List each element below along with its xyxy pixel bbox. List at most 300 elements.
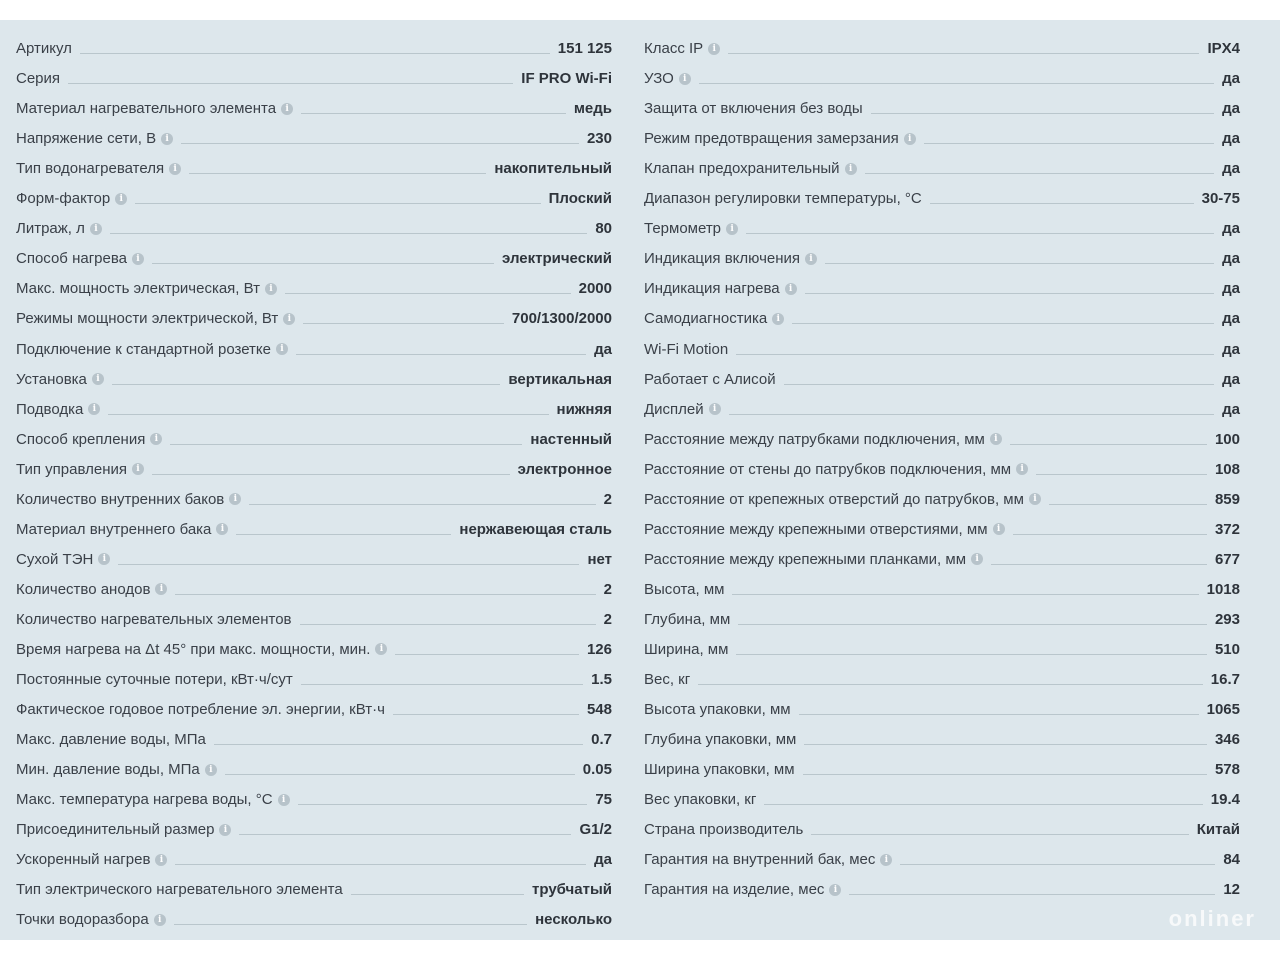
dotted-leader — [395, 654, 579, 655]
spec-value: настенный — [530, 430, 612, 448]
spec-value: 677 — [1214, 550, 1240, 568]
spec-row — [644, 147, 1240, 177]
dotted-leader — [152, 263, 494, 264]
spec-label — [16, 641, 387, 658]
spec-value: 0.05 — [582, 761, 612, 779]
spec-label-text: Подключение к стандартной розетке — [16, 340, 271, 358]
spec-label-text: Время нагрева на Δt 45° при макс. мощности, мин. — [16, 640, 371, 658]
spec-value: 372 — [1214, 520, 1240, 538]
spec-label — [16, 310, 295, 327]
info-icon[interactable]: i — [216, 523, 228, 535]
spec-label-text: Ширина упаковки, мм — [644, 761, 795, 779]
dotted-leader — [736, 654, 1207, 655]
spec-row — [644, 748, 1240, 778]
info-icon[interactable]: i — [785, 283, 797, 295]
dotted-leader — [393, 714, 579, 715]
info-icon[interactable]: i — [904, 133, 916, 145]
spec-label-text: Фактическое годовое потребление эл. энергии, кВт·ч — [16, 701, 385, 719]
dotted-leader — [1013, 534, 1207, 535]
dotted-leader — [764, 804, 1202, 805]
spec-label — [644, 581, 724, 598]
spec-label-text: Постоянные суточные потери, кВт·ч/сут — [16, 671, 293, 689]
spec-value: 19.4 — [1210, 791, 1240, 809]
spec-value: 230 — [586, 130, 612, 148]
info-icon[interactable]: i — [98, 553, 110, 565]
spec-value: нижняя — [556, 400, 612, 418]
spec-label-text: Серия — [16, 70, 61, 88]
spec-label-text: Литраж, л — [16, 220, 85, 238]
spec-value: Китай — [1196, 821, 1240, 839]
spec-value: 346 — [1214, 731, 1240, 749]
dotted-leader — [699, 83, 1214, 84]
dotted-leader — [825, 263, 1214, 264]
info-icon[interactable]: i — [772, 313, 784, 325]
spec-value: IF PRO Wi-Fi — [521, 70, 612, 88]
info-icon[interactable]: i — [155, 854, 167, 866]
spec-label-text: Тип электрического нагревательного элемента — [16, 881, 343, 899]
spec-row — [644, 267, 1240, 297]
spec-value: 0.7 — [591, 731, 612, 749]
spec-label-text: Установка — [16, 370, 87, 388]
spec-label-text: Артикул — [16, 40, 72, 58]
dotted-leader — [80, 53, 550, 54]
spec-row — [644, 808, 1240, 838]
spec-label — [644, 371, 776, 388]
spec-row — [16, 388, 612, 418]
dotted-leader — [991, 564, 1207, 565]
spec-value: да — [1222, 70, 1240, 88]
spec-label-text: Индикация нагрева — [644, 280, 780, 298]
dotted-leader — [108, 414, 548, 415]
spec-label-text: Расстояние между крепежными планками, мм — [644, 550, 967, 568]
spec-value: да — [594, 340, 612, 358]
spec-label-text: Вес, кг — [644, 671, 691, 689]
dotted-leader — [285, 293, 571, 294]
info-icon[interactable]: i — [229, 493, 241, 505]
spec-label-text: Мин. давление воды, МПа — [16, 761, 200, 779]
spec-row — [16, 448, 612, 478]
spec-row — [16, 418, 612, 448]
spec-value: 548 — [586, 701, 612, 719]
spec-row — [16, 838, 612, 868]
spec-row — [16, 778, 612, 808]
info-icon[interactable]: i — [132, 253, 144, 265]
info-icon[interactable]: i — [845, 163, 857, 175]
dotted-leader — [135, 203, 540, 204]
spec-value: 578 — [1214, 761, 1240, 779]
dotted-leader — [174, 924, 527, 925]
spec-row — [16, 147, 612, 177]
spec-label-text: Количество нагревательных элементов — [16, 610, 292, 628]
dotted-leader — [181, 143, 579, 144]
spec-label-text: Wi-Fi Motion — [644, 340, 729, 358]
spec-row — [16, 57, 612, 87]
spec-label-text: Напряжение сети, В — [16, 130, 157, 148]
spec-value: 2 — [603, 610, 612, 628]
spec-label — [644, 160, 857, 177]
spec-value: да — [1222, 250, 1240, 268]
spec-label — [644, 821, 803, 838]
info-icon[interactable]: i — [205, 764, 217, 776]
spec-label — [644, 671, 690, 688]
spec-label — [16, 611, 292, 628]
spec-label — [644, 731, 796, 748]
info-icon[interactable]: i — [278, 794, 290, 806]
spec-row — [644, 538, 1240, 568]
spec-row — [16, 358, 612, 388]
info-icon[interactable]: i — [283, 313, 295, 325]
spec-row — [644, 418, 1240, 448]
spec-label — [644, 431, 1002, 448]
spec-label — [644, 130, 916, 147]
spec-label — [644, 521, 1005, 538]
spec-row — [16, 718, 612, 748]
spec-label-text: Тип водонагревателя — [16, 160, 165, 178]
dotted-leader — [736, 354, 1214, 355]
spec-label — [644, 641, 728, 658]
info-icon[interactable]: i — [726, 223, 738, 235]
spec-label-text: Присоединительный размер — [16, 821, 215, 839]
spec-value: 2 — [603, 580, 612, 598]
specs-column-right — [644, 27, 1240, 898]
spec-label-text: Вес упаковки, кг — [644, 791, 757, 809]
spec-label — [16, 881, 343, 898]
spec-label-text: Высота, мм — [644, 580, 725, 598]
spec-value: нет — [587, 550, 612, 568]
info-icon[interactable]: i — [990, 433, 1002, 445]
dotted-leader — [805, 293, 1215, 294]
spec-label — [16, 250, 144, 267]
dotted-leader — [900, 864, 1215, 865]
dotted-leader — [301, 113, 566, 114]
spec-label-text: Глубина упаковки, мм — [644, 731, 797, 749]
info-icon[interactable]: i — [1029, 493, 1041, 505]
spec-value: да — [1222, 340, 1240, 358]
spec-row — [16, 27, 612, 57]
spec-label-text: Подводка — [16, 400, 84, 418]
spec-label — [16, 821, 231, 838]
spec-label-text: Расстояние между патрубками подключения, мм — [644, 430, 985, 448]
spec-label-text: Материал нагревательного элемента — [16, 100, 277, 118]
spec-label-text: Ускоренный нагрев — [16, 851, 151, 869]
dotted-leader — [729, 414, 1214, 415]
dotted-leader — [924, 143, 1214, 144]
spec-value: да — [1222, 400, 1240, 418]
spec-row — [644, 297, 1240, 327]
spec-label — [644, 551, 983, 568]
dotted-leader — [351, 894, 524, 895]
spec-value: 1065 — [1206, 701, 1240, 719]
spec-label — [16, 731, 206, 748]
spec-value: IPX4 — [1207, 40, 1240, 58]
spec-value: 100 — [1214, 430, 1240, 448]
spec-label-text: Режим предотвращения замерзания — [644, 130, 899, 148]
spec-label — [644, 611, 730, 628]
spec-label-text: УЗО — [644, 70, 674, 88]
dotted-leader — [296, 354, 586, 355]
spec-label — [644, 70, 691, 87]
spec-label — [644, 100, 863, 117]
spec-row — [16, 688, 612, 718]
dotted-leader — [728, 53, 1199, 54]
spec-label — [644, 791, 756, 808]
dotted-leader — [849, 894, 1215, 895]
spec-value: электронное — [517, 460, 612, 478]
info-icon[interactable]: i — [219, 824, 231, 836]
info-icon[interactable]: i — [829, 884, 841, 896]
spec-value: да — [1222, 130, 1240, 148]
info-icon[interactable]: i — [679, 73, 691, 85]
spec-label-text: Индикация включения — [644, 250, 801, 268]
info-icon[interactable]: i — [1016, 463, 1028, 475]
spec-label — [16, 581, 167, 598]
spec-label — [644, 491, 1041, 508]
spec-label — [16, 371, 104, 388]
dotted-leader — [236, 534, 451, 535]
dotted-leader — [732, 594, 1198, 595]
spec-label-text: Расстояние от крепежных отверстий до патрубков, мм — [644, 490, 1024, 508]
dotted-leader — [799, 714, 1199, 715]
spec-value: 16.7 — [1210, 671, 1240, 689]
spec-value: G1/2 — [579, 821, 612, 839]
spec-value: да — [1222, 220, 1240, 238]
spec-label-text: Режимы мощности электрической, Вт — [16, 310, 279, 328]
spec-label — [16, 130, 173, 147]
info-icon[interactable]: i — [155, 583, 167, 595]
spec-row — [644, 718, 1240, 748]
dotted-leader — [239, 834, 571, 835]
spec-value: 859 — [1214, 490, 1240, 508]
info-icon[interactable]: i — [276, 343, 288, 355]
info-icon[interactable]: i — [88, 403, 100, 415]
spec-label-text: Класс IP — [644, 40, 704, 58]
spec-label-text: Термометр — [644, 220, 722, 238]
dotted-leader — [1049, 504, 1207, 505]
info-icon[interactable]: i — [993, 523, 1005, 535]
spec-label — [16, 431, 162, 448]
spec-label — [644, 220, 738, 237]
dotted-leader — [298, 804, 588, 805]
spec-row — [16, 598, 612, 628]
spec-label-text: Макс. мощность электрическая, Вт — [16, 280, 261, 298]
dotted-leader — [152, 474, 510, 475]
spec-row — [644, 658, 1240, 688]
spec-row — [644, 117, 1240, 147]
dotted-leader — [170, 444, 522, 445]
spec-label-text: Глубина, мм — [644, 610, 731, 628]
spec-label — [644, 881, 841, 898]
dotted-leader — [303, 323, 504, 324]
spec-label — [644, 280, 797, 297]
spec-value: да — [1222, 370, 1240, 388]
spec-row — [644, 388, 1240, 418]
spec-row — [16, 748, 612, 778]
dotted-leader — [68, 83, 513, 84]
spec-row — [644, 868, 1240, 898]
spec-row — [644, 27, 1240, 57]
spec-label — [16, 190, 127, 207]
dotted-leader — [871, 113, 1214, 114]
spec-label — [16, 521, 228, 538]
spec-row — [16, 267, 612, 297]
spec-label — [16, 341, 288, 358]
spec-label-text: Форм-фактор — [16, 190, 111, 208]
dotted-leader — [746, 233, 1214, 234]
spec-row — [644, 688, 1240, 718]
spec-label — [644, 761, 795, 778]
spec-value: 1018 — [1206, 580, 1240, 598]
dotted-leader — [112, 384, 500, 385]
dotted-leader — [811, 834, 1188, 835]
spec-value: 2000 — [578, 280, 612, 298]
spec-value: накопительный — [494, 160, 612, 178]
dotted-leader — [301, 684, 583, 685]
spec-value: 293 — [1214, 610, 1240, 628]
spec-value: 126 — [586, 640, 612, 658]
spec-label — [16, 160, 181, 177]
spec-label — [644, 401, 721, 418]
spec-value: 2 — [603, 490, 612, 508]
spec-label-text: Дисплей — [644, 400, 704, 418]
spec-value: 151 125 — [557, 40, 612, 58]
spec-row — [644, 177, 1240, 207]
spec-label — [644, 701, 791, 718]
spec-value: несколько — [535, 911, 612, 929]
spec-label-text: Высота упаковки, мм — [644, 701, 791, 719]
info-icon[interactable]: i — [169, 163, 181, 175]
spec-label — [644, 851, 892, 868]
spec-label-text: Диапазон регулировки температуры, °С — [644, 190, 922, 208]
spec-label — [16, 701, 385, 718]
spec-row — [644, 237, 1240, 267]
spec-row — [644, 358, 1240, 388]
spec-value: медь — [573, 100, 612, 118]
spec-value: 80 — [595, 220, 612, 238]
spec-label-text: Точки водоразбора — [16, 911, 149, 929]
specs-column-left — [16, 27, 612, 928]
spec-row — [644, 598, 1240, 628]
dotted-leader — [804, 744, 1207, 745]
spec-label-text: Защита от включения без воды — [644, 100, 863, 118]
spec-value: вертикальная — [508, 370, 612, 388]
spec-value: трубчатый — [532, 881, 612, 899]
spec-value: да — [1222, 100, 1240, 118]
spec-label — [16, 851, 167, 868]
dotted-leader — [865, 173, 1215, 174]
spec-label — [644, 40, 720, 57]
dotted-leader — [175, 864, 586, 865]
spec-value: 510 — [1214, 640, 1240, 658]
spec-label-text: Клапан предохранительный — [644, 160, 840, 178]
info-icon[interactable]: i — [265, 283, 277, 295]
spec-label — [16, 401, 100, 418]
spec-value: да — [1222, 310, 1240, 328]
spec-label-text: Материал внутреннего бака — [16, 520, 212, 538]
dotted-leader — [792, 323, 1214, 324]
spec-label — [16, 70, 60, 87]
spec-value: 75 — [595, 791, 612, 809]
spec-row — [644, 87, 1240, 117]
spec-label — [644, 461, 1028, 478]
spec-row — [16, 568, 612, 598]
spec-label — [16, 551, 110, 568]
spec-label-text: Расстояние от стены до патрубков подключения, мм — [644, 460, 1012, 478]
info-icon[interactable]: i — [154, 914, 166, 926]
spec-row — [16, 297, 612, 327]
spec-row — [644, 508, 1240, 538]
spec-label — [644, 190, 922, 207]
spec-row — [16, 898, 612, 928]
info-icon[interactable]: i — [805, 253, 817, 265]
spec-value: 30-75 — [1201, 190, 1240, 208]
spec-row — [16, 478, 612, 508]
spec-label-text: Гарантия на внутренний бак, мес — [644, 851, 876, 869]
spec-row — [16, 658, 612, 688]
info-icon[interactable]: i — [281, 103, 293, 115]
spec-label-text: Количество анодов — [16, 580, 151, 598]
spec-row — [16, 87, 612, 117]
spec-row — [644, 327, 1240, 357]
spec-row — [644, 778, 1240, 808]
specs-panel — [0, 20, 1280, 940]
spec-value: 1.5 — [591, 671, 612, 689]
spec-row — [644, 478, 1240, 508]
spec-row — [16, 327, 612, 357]
info-icon[interactable]: i — [375, 643, 387, 655]
info-icon[interactable]: i — [132, 463, 144, 475]
dotted-leader — [698, 684, 1203, 685]
spec-row — [16, 508, 612, 538]
spec-label-text: Способ крепления — [16, 430, 146, 448]
spec-value: электрический — [502, 250, 612, 268]
info-icon[interactable]: i — [150, 433, 162, 445]
dotted-leader — [110, 233, 587, 234]
spec-label — [16, 40, 72, 57]
spec-value: 108 — [1214, 460, 1240, 478]
spec-label-text: Самодиагностика — [644, 310, 768, 328]
spec-row — [644, 628, 1240, 658]
info-icon[interactable]: i — [708, 43, 720, 55]
spec-label-text: Страна производитель — [644, 821, 804, 839]
info-icon[interactable]: i — [115, 193, 127, 205]
spec-label — [16, 761, 217, 778]
dotted-leader — [300, 624, 596, 625]
dotted-leader — [118, 564, 579, 565]
spec-label — [16, 220, 102, 237]
spec-value: да — [1222, 160, 1240, 178]
spec-value: 84 — [1223, 851, 1240, 869]
info-icon[interactable]: i — [880, 854, 892, 866]
spec-row — [644, 448, 1240, 478]
info-icon[interactable]: i — [161, 133, 173, 145]
info-icon[interactable]: i — [92, 373, 104, 385]
dotted-leader — [175, 594, 595, 595]
spec-label — [16, 671, 293, 688]
spec-label — [16, 461, 144, 478]
info-icon[interactable]: i — [90, 223, 102, 235]
spec-label-text: Работает с Алисой — [644, 370, 776, 388]
dotted-leader — [1010, 444, 1207, 445]
spec-label-text: Макс. давление воды, МПа — [16, 731, 206, 749]
dotted-leader — [225, 774, 575, 775]
spec-value: нержавеющая сталь — [459, 520, 612, 538]
spec-label-text: Тип управления — [16, 460, 127, 478]
spec-label — [16, 100, 293, 117]
info-icon[interactable]: i — [971, 553, 983, 565]
spec-label — [16, 911, 166, 928]
info-icon[interactable]: i — [709, 403, 721, 415]
spec-row — [644, 207, 1240, 237]
